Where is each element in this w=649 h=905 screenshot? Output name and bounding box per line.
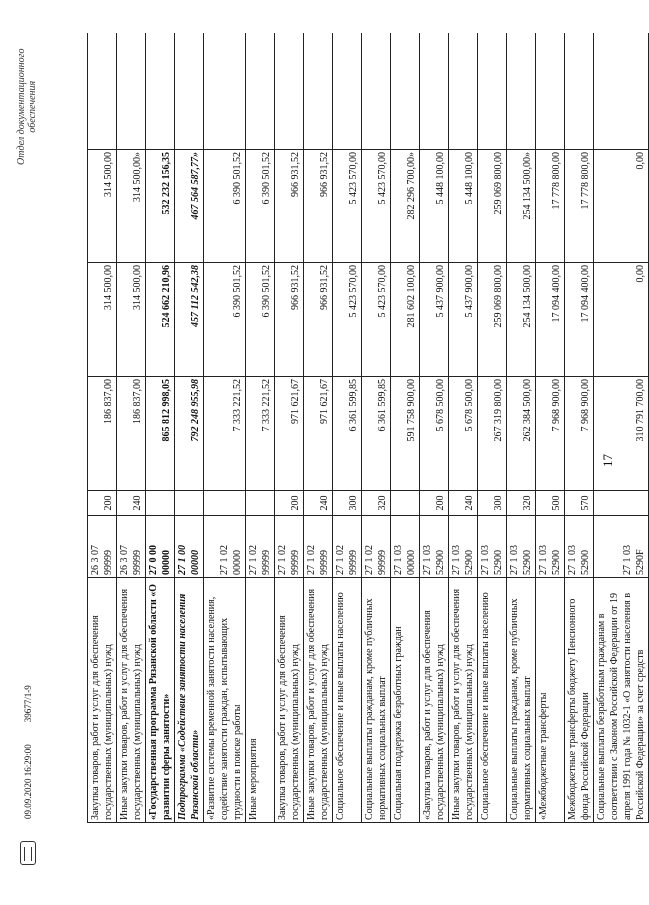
logo-icon	[20, 841, 36, 865]
row-value-2021: 254 134 500,00	[507, 263, 535, 377]
row-value-2021: 6 390 501,52	[204, 263, 245, 377]
row-vr: 240	[304, 491, 332, 516]
row-vr: 200	[88, 491, 116, 516]
row-value-2020: 5 678 500,00	[420, 377, 448, 491]
row-value-2021: 259 069 800,00	[478, 263, 506, 377]
row-value-2020: 6 361 599,85	[333, 377, 361, 491]
row-value-2022: 467 564 587,77»	[175, 149, 203, 263]
table-row	[175, 33, 204, 823]
row-name: Социальная поддержка безработных граждан	[391, 578, 419, 823]
page-number: 17	[600, 454, 615, 467]
row-vr: 300	[478, 491, 506, 516]
table-row	[362, 33, 391, 823]
row-value-2020: 310 791 700,00	[594, 377, 648, 491]
table-row	[594, 33, 649, 823]
row-vr	[204, 491, 245, 516]
row-name: «Закупка товаров, работ и услуг для обеспечения государственных (муниципальных) нужд	[420, 578, 448, 823]
row-value-2022: 17 778 800,00	[565, 149, 593, 263]
row-code: 27 1 00 00000	[175, 516, 203, 578]
row-value-2022: 314 500,00	[88, 149, 116, 263]
row-code: 26 3 07 99999	[88, 516, 116, 578]
budget-table	[87, 33, 649, 823]
table-row	[391, 33, 420, 823]
row-vr: 200	[275, 491, 303, 516]
row-code: 27 1 03 52900	[478, 516, 506, 578]
table-row	[117, 33, 146, 823]
row-value-2021: 17 094 400,00	[565, 263, 593, 377]
row-vr: 240	[449, 491, 477, 516]
row-value-2022: 5 423 570,00	[362, 149, 390, 263]
row-name: Социальные выплаты гражданам, кроме публичных нормативных социальных выплат	[362, 578, 390, 823]
row-value-2020: 267 319 800,00	[478, 377, 506, 491]
row-code: 27 1 02 99999	[275, 516, 303, 578]
row-value-2022: 5 423 570,00	[333, 149, 361, 263]
table-row	[275, 33, 304, 823]
row-value-2020: 7 968 900,00	[536, 377, 564, 491]
row-name: Социальное обеспечение и иные выплаты населению	[333, 578, 361, 823]
row-vr	[246, 491, 274, 516]
row-value-2020: 5 678 500,00	[449, 377, 477, 491]
row-value-2021: 5 423 570,00	[362, 263, 390, 377]
table-row	[304, 33, 333, 823]
stamp-line-1: Отдел документационного	[16, 48, 27, 165]
row-value-2021: 5 437 900,00	[420, 263, 448, 377]
row-name: Межбюджетные трансферты бюджету Пенсионного фонда Российской Федерации	[565, 578, 593, 823]
row-value-2022: 0,00	[594, 149, 648, 263]
row-name: Иные закупки товаров, работ и услуг для обеспечения государственных (муниципальных) нужд	[117, 578, 145, 823]
table-row	[333, 33, 362, 823]
row-value-2021: 966 931,52	[304, 263, 332, 377]
row-value-2021: 966 931,52	[275, 263, 303, 377]
row-code: 27 1 02 00000	[204, 516, 245, 578]
row-value-2021: 314 500,00	[117, 263, 145, 377]
table-row	[507, 33, 536, 823]
row-name: Социальные выплаты гражданам, кроме публичных нормативных социальных выплат	[507, 578, 535, 823]
row-value-2021: 5 423 570,00	[333, 263, 361, 377]
page-footer	[20, 685, 36, 865]
row-code: 27 1 03 52900	[420, 516, 448, 578]
row-value-2020: 186 837,00	[88, 377, 116, 491]
row-vr: 300	[333, 491, 361, 516]
row-value-2022: 17 778 800,00	[536, 149, 564, 263]
row-code: 27 1 03 52900	[565, 516, 593, 578]
row-vr	[391, 491, 419, 516]
row-name: Закупка товаров, работ и услуг для обеспечения государственных (муниципальных) нужд	[88, 578, 116, 823]
row-code: 27 1 03 52900	[507, 516, 535, 578]
row-vr: 500	[536, 491, 564, 516]
row-name: Социальное обеспечение и иные выплаты населению	[478, 578, 506, 823]
table-row	[204, 33, 246, 823]
row-vr: 240	[117, 491, 145, 516]
row-value-2020: 7 333 221,52	[204, 377, 245, 491]
row-name: Закупка товаров, работ и услуг для обеспечения государственных (муниципальных) нужд	[275, 578, 303, 823]
row-code: 27 1 02 99999	[304, 516, 332, 578]
table-row	[565, 33, 594, 823]
row-value-2020: 865 812 998,05	[146, 377, 174, 491]
row-code: 27 1 02 99999	[246, 516, 274, 578]
table-row	[246, 33, 275, 823]
row-name: «Государственная программа Рязанской области «О развитии сферы занятости»	[146, 578, 174, 823]
row-value-2022: 6 390 501,52	[204, 149, 245, 263]
row-value-2022: 259 069 800,00	[478, 149, 506, 263]
row-vr: 570	[565, 491, 593, 516]
row-code: 27 1 03 00000	[391, 516, 419, 578]
row-name: Иные мероприятия	[246, 578, 274, 823]
footer-date: 09.09.2020 16:29:00	[23, 744, 33, 819]
footer-doc-id: 39677/1-9	[23, 685, 33, 723]
row-value-2021: 457 112 542,38	[175, 263, 203, 377]
table-row	[449, 33, 478, 823]
table-row	[146, 33, 175, 823]
row-value-2021: 6 390 501,52	[246, 263, 274, 377]
row-value-2020: 7 968 900,00	[565, 377, 593, 491]
row-name: Иные закупки товаров, работ и услуг для обеспечения государственных (муниципальных) нужд	[304, 578, 332, 823]
row-value-2020: 7 333 221,52	[246, 377, 274, 491]
department-stamp	[16, 48, 38, 165]
row-value-2022: 254 134 500,00»	[507, 149, 535, 263]
row-vr	[146, 491, 174, 516]
row-name: Социальные выплаты безработным гражданам в соответствии с Законом Российской Федерации от 19 апреля 1991 года № 1032-1 «О занятости населения в Российской Федерации» за счет средств	[594, 578, 648, 823]
row-value-2022: 532 232 156,35	[146, 149, 174, 263]
row-value-2020: 186 837,00	[117, 377, 145, 491]
row-value-2020: 792 248 955,98	[175, 377, 203, 491]
row-value-2022: 314 500,00»	[117, 149, 145, 263]
row-value-2021: 5 437 900,00	[449, 263, 477, 377]
row-value-2022: 5 448 100,00	[449, 149, 477, 263]
row-value-2021: 524 662 210,96	[146, 263, 174, 377]
row-value-2022: 5 448 100,00	[420, 149, 448, 263]
table-row	[420, 33, 449, 823]
row-code: 27 1 02 99999	[333, 516, 361, 578]
row-value-2021: 281 602 100,00	[391, 263, 419, 377]
row-value-2022: 282 296 700,00»	[391, 149, 419, 263]
table-row	[536, 33, 565, 823]
row-value-2022: 966 931,52	[304, 149, 332, 263]
table-row	[87, 33, 117, 823]
row-name: Подпрограмма «Содействие занятости населения Рязанской области»	[175, 578, 203, 823]
row-value-2021: 17 094 400,00	[536, 263, 564, 377]
row-vr	[594, 491, 648, 516]
row-vr: 320	[362, 491, 390, 516]
row-vr	[175, 491, 203, 516]
row-code: 27 1 03 52900	[536, 516, 564, 578]
row-value-2020: 591 758 900,00	[391, 377, 419, 491]
row-vr: 200	[420, 491, 448, 516]
row-vr: 320	[507, 491, 535, 516]
row-name: Иные закупки товаров, работ и услуг для обеспечения государственных (муниципальных) нужд	[449, 578, 477, 823]
row-value-2021: 0,00	[594, 263, 648, 377]
row-code: 27 1 03 52900	[449, 516, 477, 578]
row-code: 27 0 00 00000	[146, 516, 174, 578]
row-value-2020: 971 621,67	[275, 377, 303, 491]
stamp-line-2: обеспечения	[27, 80, 38, 133]
row-value-2020: 971 621,67	[304, 377, 332, 491]
row-code: 27 1 02 99999	[362, 516, 390, 578]
table-row	[478, 33, 507, 823]
row-name: «Развитие системы временной занятости населения, содействие занятости граждан, испытывающих трудности в поиске работы	[204, 578, 245, 823]
row-value-2022: 966 931,52	[275, 149, 303, 263]
row-value-2020: 262 384 500,00	[507, 377, 535, 491]
row-name: «Межбюджетные трансферты	[536, 578, 564, 823]
row-value-2021: 314 500,00	[88, 263, 116, 377]
row-code: 27 1 03 5290F	[594, 516, 648, 578]
row-value-2020: 6 361 599,85	[362, 377, 390, 491]
row-value-2022: 6 390 501,52	[246, 149, 274, 263]
row-code: 26 3 07 99999	[117, 516, 145, 578]
